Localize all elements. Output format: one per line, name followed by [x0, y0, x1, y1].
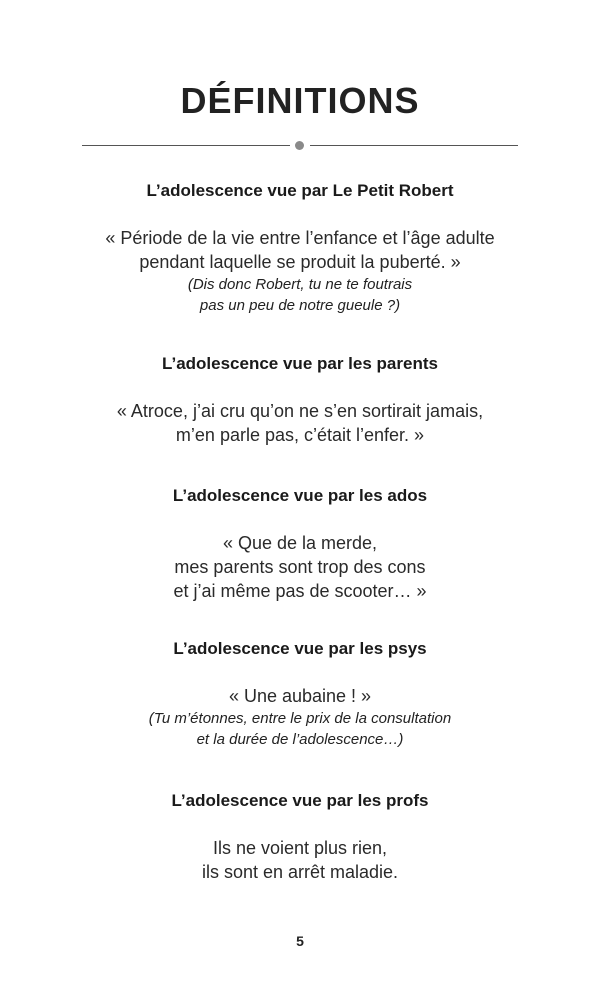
quote-line: « Que de la merde,: [222, 533, 378, 553]
section-heading: L’adolescence vue par les psys: [173, 639, 427, 658]
definition-section-ados: [0, 485, 600, 603]
quote-line: et j’ai même pas de scooter… »: [173, 581, 427, 601]
section-aside: [0, 274, 600, 316]
section-quote: [0, 836, 600, 884]
aside-line: pas un peu de notre gueule ?): [199, 297, 401, 314]
definition-section-psys: [0, 638, 600, 750]
section-heading: L’adolescence vue par les profs: [171, 791, 429, 810]
page-number: 5: [296, 933, 304, 949]
section-quote: [0, 531, 600, 603]
section-heading: L’adolescence vue par les ados: [172, 486, 428, 505]
divider-line-left: [82, 145, 290, 146]
definition-section-petit-robert: [0, 180, 600, 316]
definition-section-profs: [0, 790, 600, 884]
divider-line-right: [310, 145, 518, 146]
section-heading: L’adolescence vue par Le Petit Robert: [146, 181, 454, 200]
section-quote: [0, 226, 600, 274]
quote-line: « Une aubaine ! »: [228, 686, 372, 706]
aside-line: et la durée de l’adolescence…): [196, 731, 404, 748]
divider-dot-icon: [295, 141, 304, 150]
section-quote: [0, 684, 600, 708]
aside-line: (Dis donc Robert, tu ne te foutrais: [187, 276, 413, 293]
section-aside: [0, 708, 600, 750]
quote-line: Ils ne voient plus rien,: [212, 838, 388, 858]
section-heading: L’adolescence vue par les parents: [162, 354, 438, 373]
ornamental-divider: [82, 144, 518, 148]
quote-line: mes parents sont trop des cons: [174, 557, 426, 577]
quote-line: ils sont en arrêt maladie.: [201, 862, 399, 882]
quote-line: « Période de la vie entre l’enfance et l’âge adulte: [105, 228, 495, 248]
quote-line: pendant laquelle se produit la puberté. »: [139, 252, 461, 272]
section-quote: [0, 399, 600, 447]
definition-section-parents: [0, 353, 600, 447]
quote-line: « Atroce, j’ai cru qu’on ne s’en sortirait jamais,: [116, 401, 484, 421]
page-title: DÉFINITIONS: [180, 80, 420, 121]
aside-line: (Tu m’étonnes, entre le prix de la consultation: [148, 710, 452, 727]
quote-line: m’en parle pas, c’était l’enfer. »: [175, 425, 425, 445]
